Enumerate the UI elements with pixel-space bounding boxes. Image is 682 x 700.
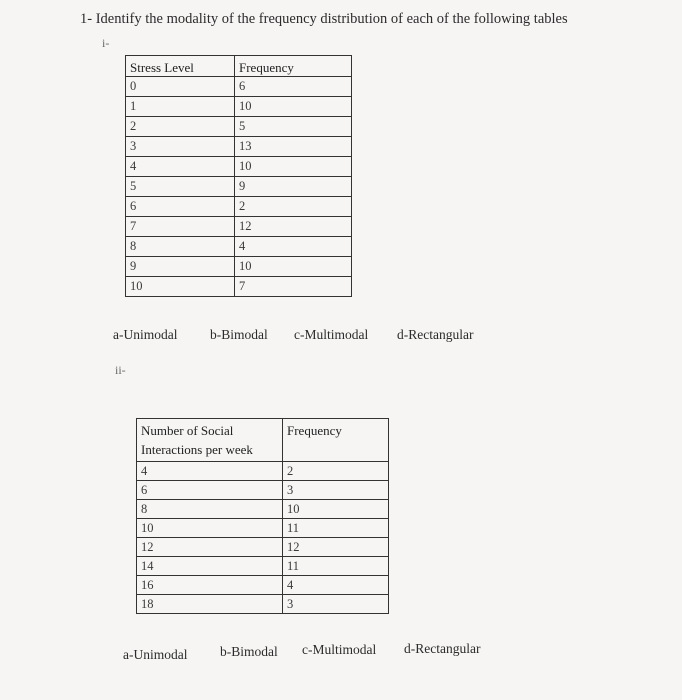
table-cell-value: 6 (126, 197, 235, 217)
table-cell-frequency: 10 (235, 157, 352, 177)
question-text: 1- Identify the modality of the frequency distribution of each of the following tables (80, 11, 568, 27)
table-row (126, 257, 352, 277)
stress-frequency-table (125, 55, 352, 297)
table-row (126, 177, 352, 197)
table-cell-frequency: 3 (283, 595, 389, 614)
option-d-rectangular[interactable]: d-Rectangular (397, 327, 474, 342)
table-header-row (137, 419, 389, 462)
table-cell-frequency: 9 (235, 177, 352, 197)
option-a-unimodal[interactable]: a-Unimodal (113, 327, 178, 342)
table-cell-frequency: 7 (235, 277, 352, 297)
table-cell-frequency: 13 (235, 137, 352, 157)
table-cell-frequency: 12 (283, 538, 389, 557)
option-a-unimodal[interactable]: a-Unimodal (123, 647, 188, 662)
table-row (137, 519, 389, 538)
table-cell-value: 7 (126, 217, 235, 237)
table-row (137, 557, 389, 576)
table-cell-frequency: 10 (235, 97, 352, 117)
table-cell-frequency: 4 (235, 237, 352, 257)
table-cell-frequency: 2 (235, 197, 352, 217)
table-cell-frequency: 12 (235, 217, 352, 237)
table-cell-value: 18 (137, 595, 283, 614)
table-cell-frequency: 3 (283, 481, 389, 500)
table-cell-value: 4 (137, 462, 283, 481)
table-cell-value: 4 (126, 157, 235, 177)
table-row (126, 237, 352, 257)
table-row (126, 197, 352, 217)
table-row (126, 277, 352, 297)
social-interactions-table (136, 418, 389, 614)
table-cell-frequency: 2 (283, 462, 389, 481)
table-row (126, 217, 352, 237)
table-row (137, 500, 389, 519)
table-row (126, 97, 352, 117)
table-cell-value: 10 (137, 519, 283, 538)
table-cell-value: 3 (126, 137, 235, 157)
table-cell-value: 12 (137, 538, 283, 557)
header-frequency: Frequency (235, 56, 352, 77)
table-cell-value: 9 (126, 257, 235, 277)
table-cell-value: 6 (137, 481, 283, 500)
table-row (126, 157, 352, 177)
table-cell-frequency: 10 (235, 257, 352, 277)
header-frequency: Frequency (283, 419, 389, 462)
table-row (137, 576, 389, 595)
table-cell-frequency: 11 (283, 557, 389, 576)
table-cell-value: 5 (126, 177, 235, 197)
table-header-row (126, 56, 352, 77)
table-row (137, 481, 389, 500)
table-row (137, 595, 389, 614)
header-stress-level: Stress Level (126, 56, 235, 77)
option-d-rectangular[interactable]: d-Rectangular (404, 641, 481, 656)
table-cell-value: 1 (126, 97, 235, 117)
option-c-multimodal[interactable]: c-Multimodal (302, 642, 377, 657)
table-cell-frequency: 6 (235, 77, 352, 97)
table-row (126, 77, 352, 97)
table-row (126, 117, 352, 137)
table-cell-value: 8 (137, 500, 283, 519)
option-c-multimodal[interactable]: c-Multimodal (294, 327, 369, 342)
table-cell-frequency: 4 (283, 576, 389, 595)
header-number-of-social-interactions: Number of Social Interactions per week (137, 419, 283, 462)
table-cell-frequency: 10 (283, 500, 389, 519)
table-row (126, 137, 352, 157)
table-cell-value: 8 (126, 237, 235, 257)
part-ii-label: ii- (115, 363, 126, 377)
table-cell-value: 10 (126, 277, 235, 297)
option-b-bimodal[interactable]: b-Bimodal (210, 327, 268, 342)
option-b-bimodal[interactable]: b-Bimodal (220, 644, 278, 659)
table-row (137, 462, 389, 481)
table-cell-frequency: 11 (283, 519, 389, 538)
table-cell-value: 0 (126, 77, 235, 97)
table-cell-value: 14 (137, 557, 283, 576)
part-i-label: i- (102, 36, 110, 50)
table-cell-value: 2 (126, 117, 235, 137)
table-cell-value: 16 (137, 576, 283, 595)
table-row (137, 538, 389, 557)
table-cell-frequency: 5 (235, 117, 352, 137)
